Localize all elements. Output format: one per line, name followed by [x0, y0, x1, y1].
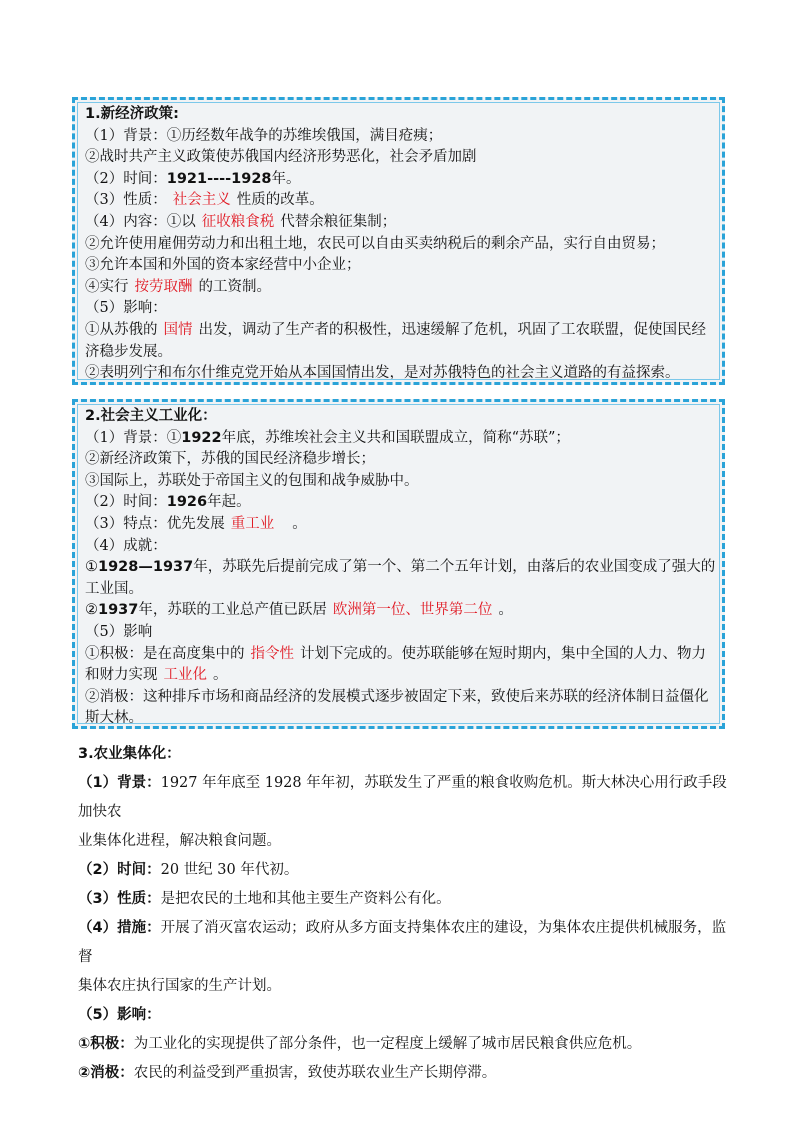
s1-impact-1 — [85, 320, 712, 342]
section1-title: 1.新经济政策: — [85, 106, 179, 122]
s2-feature — [85, 514, 712, 536]
section2-title: 2.社会主义工业化： — [85, 408, 217, 424]
s3-background — [78, 769, 728, 827]
s3-bg-label: （1）背景： — [78, 775, 161, 791]
s1-impact1-prefix: ①从苏俄的 — [85, 321, 158, 338]
s1-time-suffix: 年。 — [271, 170, 301, 187]
s1-nature — [85, 190, 712, 212]
s3-nature-label: （3）性质： — [78, 891, 161, 907]
s1-nature-suffix: 性质的改革。 — [236, 192, 324, 209]
s2-time — [85, 492, 712, 514]
s3-time-label: （2）时间： — [78, 862, 161, 878]
s2-impact-2: ②消极：这种排斥市场和商品经济的发展模式逐步被固定下来，致使后来苏联的经济体制日益僵化 — [85, 688, 709, 705]
s2-bg-year: 1922 — [181, 429, 222, 446]
section-new-economic-policy — [72, 97, 725, 385]
s3-pos-text: 为工业化的实现提供了部分条件，也一定程度上缓解了城市居民粮食供应危机。 — [133, 1036, 642, 1052]
s1-nature-answer: 社会主义 — [172, 192, 231, 209]
s3-positive — [78, 1030, 728, 1059]
s2-background-1 — [85, 428, 712, 450]
s1-content-2: ②允许使用雇佣劳动力和出租土地，农民可以自由买卖纳税后的剩余产品，实行自由贸易； — [85, 235, 665, 252]
section-agricultural-collectivization — [78, 740, 728, 1088]
s2-ach2-year: 1937 — [98, 602, 139, 619]
s2-ach1-prefix: ① — [85, 559, 98, 576]
s1-impact-2: ②表明列宁和布尔什维克党开始从本国国情出发，是对苏俄特色的社会主义道路的有益探索。 — [85, 365, 680, 382]
s3-measure — [78, 914, 728, 972]
section-socialist-industrialization — [72, 399, 725, 729]
s1-content4-prefix: ④实行 — [85, 278, 129, 295]
s1-bg-label: （1）背景： — [85, 127, 167, 144]
s1-time-value: 1921----1928 — [166, 170, 272, 187]
s2-ach1-suffix: 年，苏联先后提前完成了第一个、第二个五年计划，由落后的农业国变成了强大的 — [193, 559, 716, 576]
s2-feature-label: （3）特点：优先发展 — [85, 515, 225, 532]
s3-measure-label: （4）措施： — [78, 920, 161, 936]
section3-title: 3.农业集体化： — [78, 746, 181, 762]
s3-time — [78, 856, 728, 885]
s3-nature-text: 是把农民的土地和其他主要生产资料公有化。 — [160, 891, 451, 907]
s1-time — [85, 169, 712, 191]
s1-impact-label: （5）影响： — [85, 300, 167, 317]
s1-content-1 — [85, 212, 712, 234]
s3-time-text: 20 世纪 30 年代初。 — [160, 862, 299, 878]
s2-ach2-mid: 年，苏联的工业总产值已跃居 — [138, 602, 327, 619]
s2-time-value: 1926 — [166, 494, 208, 511]
s3-measure-text: 开展了消灭富农运动；政府从多方面支持集体农庄的建设，为集体农庄提供机械服务，监督 — [78, 920, 727, 965]
s3-neg-label: ②消极： — [78, 1065, 134, 1081]
s2-feature-answer: 重工业 — [230, 515, 275, 532]
s2-ach2-answer: 欧洲第一位、世界第二位 — [332, 602, 493, 619]
s3-negative — [78, 1059, 728, 1088]
s3-measure-cont: 集体农庄执行国家的生产计划。 — [78, 978, 281, 994]
s2-achievement-1-cont: 工业国。 — [85, 580, 143, 597]
s2-impact-1-cont — [85, 665, 712, 687]
s2-impact-label: （5）影响 — [85, 623, 153, 640]
s2-impact-1 — [85, 644, 712, 666]
s1-bg-text-1: ①历经数年战争的苏维埃俄国，满目疮痍； — [166, 127, 443, 144]
s2-impact1-prefix: ①积极：是在高度集中的 — [85, 645, 245, 662]
s2-time-suffix: 年起。 — [207, 494, 251, 511]
s1-background-1 — [85, 126, 712, 148]
s2-feature-suffix: 。 — [292, 515, 307, 532]
s2-ach2-suffix: 。 — [498, 602, 513, 619]
s1-content-answer: 征收粮食税 — [201, 213, 275, 230]
s1-impact1-suffix: 出发，调动了生产者的积极性，迅速缓解了危机，巩固了工农联盟，促使国民经 — [198, 321, 706, 338]
s2-achievement-1 — [85, 557, 716, 579]
s1-content-suffix: 代替余粮征集制； — [280, 213, 397, 230]
s2-impact1-answer: 指令性 — [250, 645, 294, 662]
s3-neg-text: 农民的利益受到严重损害，致使苏联农业生产长期停滞。 — [133, 1065, 497, 1081]
s2-impact1-cont-suffix: 。 — [213, 667, 228, 684]
s1-impact-1-cont: 济稳步发展。 — [85, 343, 172, 360]
s3-nature — [78, 885, 728, 914]
s1-background-2: ②战时共产主义政策使苏俄国内经济形势恶化，社会矛盾加剧 — [85, 149, 477, 166]
s2-impact1-cont-prefix: 和财力实现 — [85, 667, 158, 684]
s1-nature-label: （3）性质： — [85, 192, 167, 209]
s3-background-cont: 业集体化进程，解决粮食问题。 — [78, 833, 281, 849]
s2-achievement-2 — [85, 600, 712, 622]
s2-time-label: （2）时间： — [85, 494, 167, 511]
s2-impact-2-cont: 斯大林。 — [85, 710, 143, 727]
s1-content-label: （4）内容：①以 — [85, 213, 196, 230]
s1-time-label: （2）时间： — [85, 170, 167, 187]
s1-content4-answer: 按劳取酬 — [134, 278, 193, 295]
s2-ach1-years: 1928—1937 — [98, 559, 194, 576]
s2-achievement-label: （4）成就： — [85, 537, 167, 554]
s1-content-4 — [85, 277, 712, 299]
s2-bg-label: （1）背景：① — [85, 429, 182, 446]
s1-content4-suffix: 的工资制。 — [198, 278, 271, 295]
s2-bg-text-1: 年底，苏维埃社会主义共和国联盟成立，简称“苏联”； — [221, 429, 570, 446]
s2-background-2: ②新经济政策下，苏俄的国民经济稳步增长； — [85, 451, 375, 468]
s1-impact1-answer: 国情 — [163, 321, 193, 338]
s1-content-3: ③允许本国和外国的资本家经营中小企业； — [85, 257, 361, 274]
s2-ach2-prefix: ② — [85, 602, 98, 619]
s2-impact1-suffix: 计划下完成的。使苏联能够在短时期内，集中全国的人力、物力 — [300, 645, 706, 662]
s3-impact-label: （5）影响： — [78, 1007, 161, 1023]
s2-background-3: ③国际上，苏联处于帝国主义的包围和战争威胁中。 — [85, 472, 419, 489]
s3-bg-text: 1927 年年底至 1928 年年初，苏联发生了严重的粮食收购危机。斯大林决心用行政手段加快农 — [78, 775, 727, 820]
s2-impact1-cont-answer: 工业化 — [163, 667, 207, 684]
s3-pos-label: ①积极： — [78, 1036, 134, 1052]
